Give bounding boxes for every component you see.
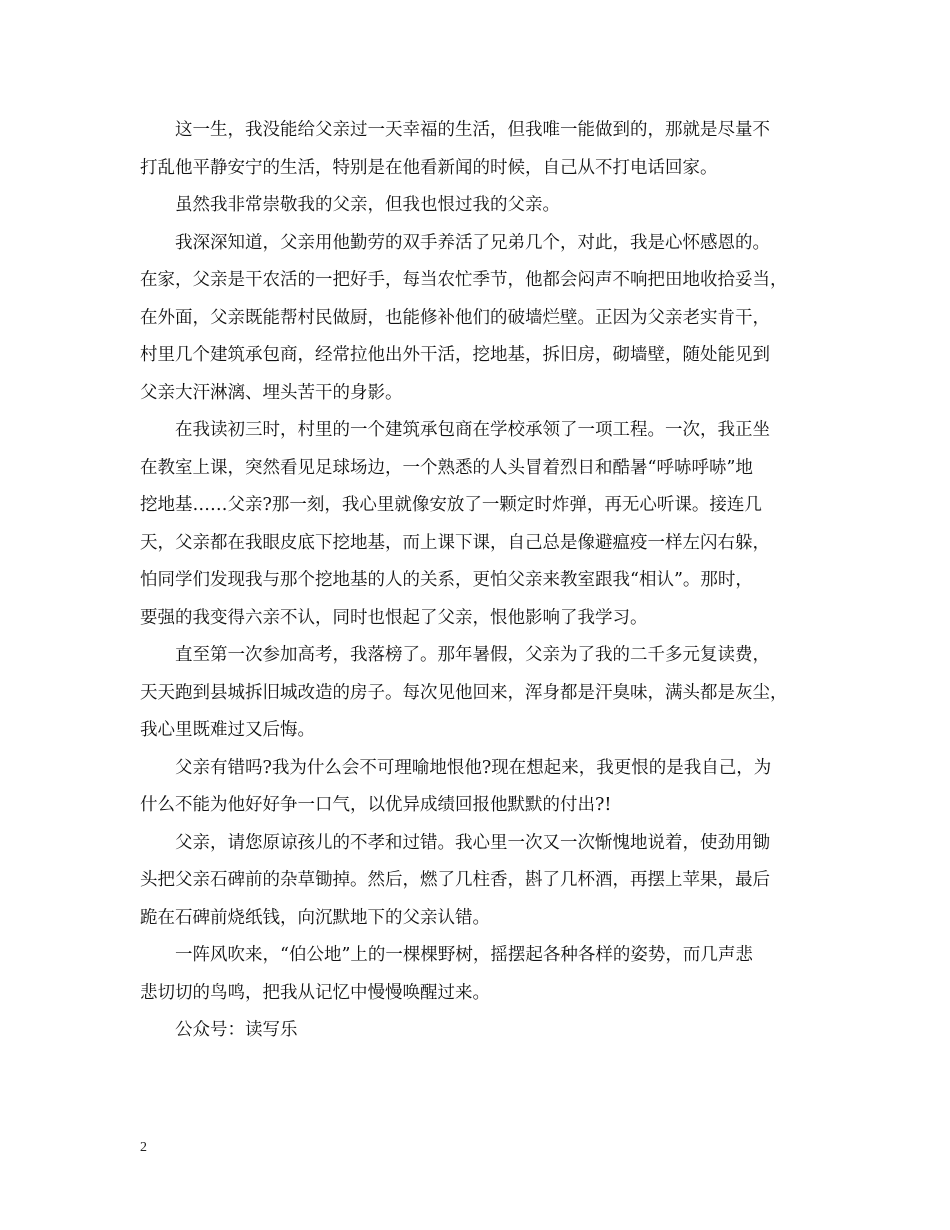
text-line: 在教室上课，突然看见足球场边，一个熟悉的人头冒着烈日和酷暑“呼哧呼哧”地 — [140, 457, 753, 478]
paragraph-9 — [140, 1012, 820, 1050]
document-body — [140, 112, 820, 1050]
text-line: 虽然我非常崇敬我的父亲，但我也恨过我的父亲。 — [175, 195, 560, 215]
text-line: 天天跑到县城拆旧城改造的房子。每次见他回来，浑身都是汗臭味，满头都是灰尘， — [140, 682, 788, 703]
paragraph-7 — [140, 825, 820, 938]
page-number: 2 — [140, 1140, 147, 1155]
paragraph-8 — [140, 937, 820, 1012]
text-line: 这一生，我没能给父亲过一天幸福的生活，但我唯一能做到的，那就是尽量不 — [175, 120, 770, 140]
text-line: 怕同学们发现我与那个挖地基的人的关系，更怕父亲来教室跟我“相认”。那时， — [140, 570, 753, 590]
paragraph-2 — [140, 187, 820, 225]
text-line: 村里几个建筑承包商，经常拉他出外干活，挖地基，拆旧房，砌墙壁，随处能见到 — [140, 345, 770, 365]
paragraph-3 — [140, 225, 820, 413]
text-line: 打乱他平静安宁的生活，特别是在他看新闻的时候，自己从不打电话回家。 — [140, 157, 718, 178]
text-line: 直至第一次参加高考，我落榜了。那年暑假，父亲为了我的二千多元复读费， — [175, 645, 770, 665]
text-line: 悲切切的鸟鸣，把我从记忆中慢慢唤醒过来。 — [140, 982, 490, 1003]
text-line: 在我读初三时，村里的一个建筑承包商在学校承领了一项工程。一次，我正坐 — [175, 420, 770, 440]
text-line: 要强的我变得六亲不认，同时也恨起了父亲，恨他影响了我学习。 — [140, 607, 648, 628]
text-line: 父亲，请您原谅孩儿的不孝和过错。我心里一次又一次惭愧地说着，使劲用锄 — [175, 832, 770, 853]
text-line: 我心里既难过又后悔。 — [140, 720, 315, 740]
text-line: 一阵风吹来，“伯公地”上的一棵棵野树，摇摆起各种各样的姿势，而几声悲 — [175, 945, 753, 965]
text-line: 父亲大汗淋漓、埋头苦干的身影。 — [140, 382, 403, 403]
text-line: 头把父亲石碑前的杂草锄掉。然后，燃了几柱香，斟了几杯酒，再摆上苹果，最后 — [140, 870, 770, 890]
paragraph-5 — [140, 637, 820, 750]
text-line: 什么不能为他好好争一口气，以优异成绩回报他默默的付出?! — [140, 795, 612, 815]
text-line: 公众号：读写乐 — [175, 1020, 298, 1040]
text-line: 挖地基……父亲?那一刻，我心里就像安放了一颗定时炸弹，再无心听课。接连几 — [140, 495, 762, 515]
text-line: 跪在石碑前烧纸钱，向沉默地下的父亲认错。 — [140, 907, 490, 928]
text-line: 天，父亲都在我眼皮底下挖地基，而上课下课，自己总是像避瘟疫一样左闪右躲， — [140, 532, 770, 553]
text-line: 我深深知道，父亲用他勤劳的双手养活了兄弟几个，对此，我是心怀感恩的。 — [175, 232, 770, 253]
paragraph-1 — [140, 112, 820, 187]
text-line: 在家，父亲是干农活的一把好手，每当农忙季节，他都会闷声不响把田地收拾妥当， — [140, 270, 788, 290]
text-line: 在外面，父亲既能帮村民做厨，也能修补他们的破墙烂壁。正因为父亲老实肯干， — [140, 307, 770, 328]
text-line: 父亲有错吗?我为什么会不可理喻地恨他?现在想起来，我更恨的是我自己，为 — [175, 757, 772, 778]
paragraph-4 — [140, 412, 820, 637]
paragraph-6 — [140, 750, 820, 825]
